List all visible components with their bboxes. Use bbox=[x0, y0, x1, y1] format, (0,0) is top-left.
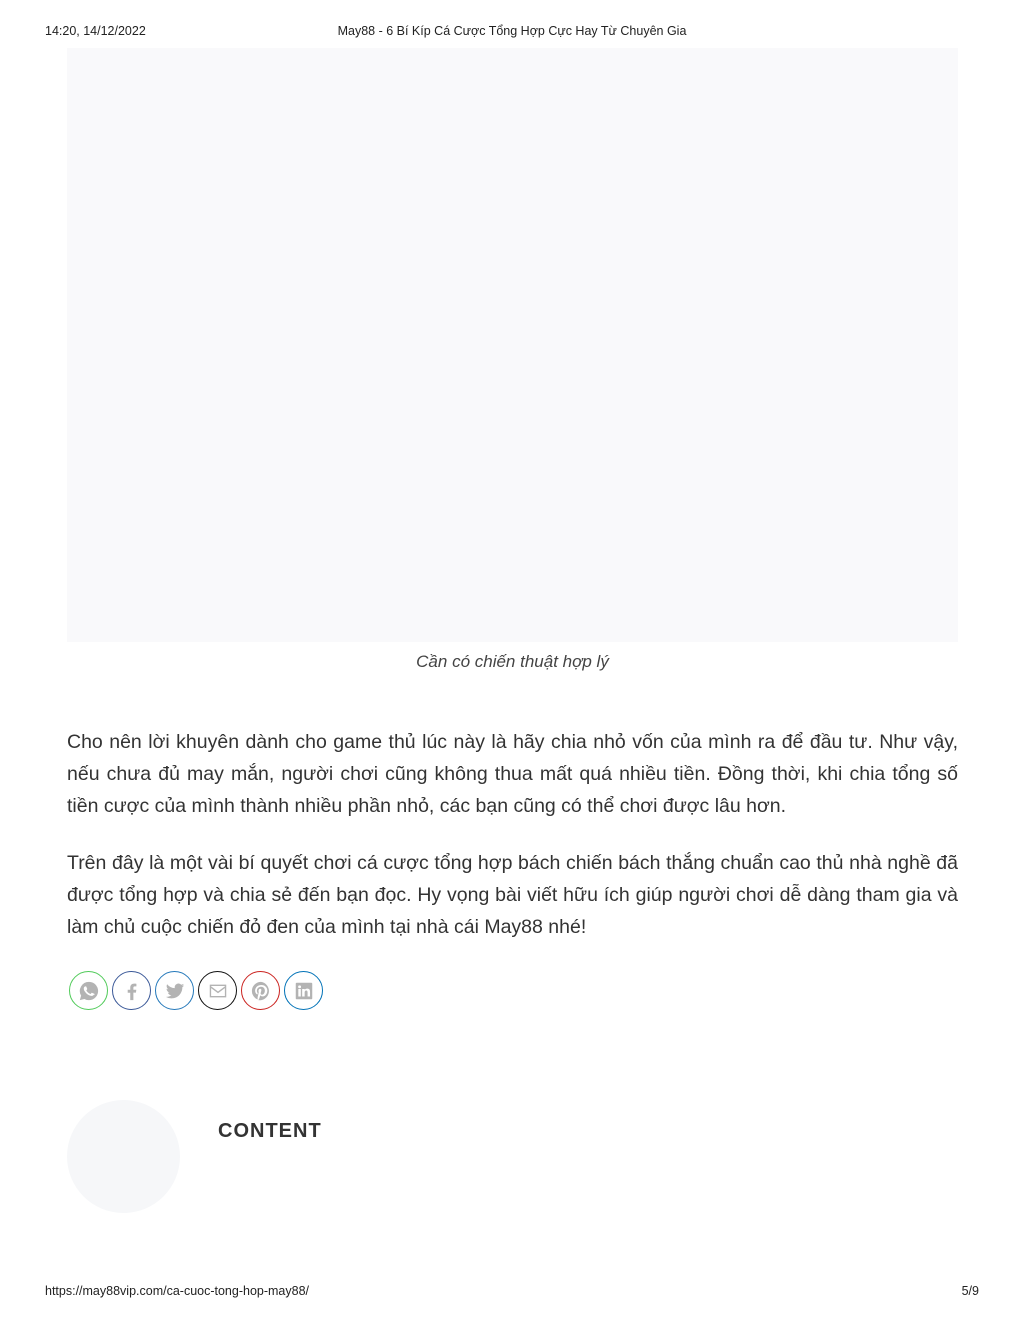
author-avatar bbox=[67, 1100, 180, 1213]
author-box-heading: CONTENT bbox=[218, 1120, 322, 1142]
share-facebook-button[interactable] bbox=[112, 971, 151, 1010]
print-header bbox=[0, 24, 1024, 40]
linkedin-icon bbox=[293, 980, 315, 1002]
share-buttons bbox=[69, 971, 323, 1010]
facebook-icon bbox=[121, 980, 143, 1002]
article-paragraph: Trên đây là một vài bí quyết chơi cá cược tổng hợp bách chiến bách thắng chuẩn cao thủ nhà nghề đã được tổng hợp và chia sẻ đến bạn đọc. Hy vọng bài viết hữu ích giúp người chơi dễ dàng tham gia và làm chủ cuộc chiến đỏ đen của mình tại nhà cái May88 nhé! bbox=[67, 852, 958, 938]
email-icon bbox=[207, 980, 229, 1002]
pinterest-icon bbox=[250, 980, 272, 1002]
print-footer bbox=[0, 1284, 1024, 1300]
twitter-icon bbox=[164, 980, 186, 1002]
print-url: https://may88vip.com/ca-cuoc-tong-hop-may88/ bbox=[45, 1284, 310, 1298]
share-linkedin-button[interactable] bbox=[284, 971, 323, 1010]
print-page-title: May88 - 6 Bí Kíp Cá Cược Tổng Hợp Cực Hay Từ Chuyên Gia bbox=[337, 24, 687, 38]
article-image bbox=[67, 48, 958, 642]
image-caption: Cần có chiến thuật hợp lý bbox=[416, 652, 609, 671]
print-page-number: 5/9 bbox=[961, 1284, 979, 1298]
share-twitter-button[interactable] bbox=[155, 971, 194, 1010]
share-pinterest-button[interactable] bbox=[241, 971, 280, 1010]
share-email-button[interactable] bbox=[198, 971, 237, 1010]
print-datetime: 14:20, 14/12/2022 bbox=[45, 24, 146, 38]
article-paragraph: Cho nên lời khuyên dành cho game thủ lúc này là hãy chia nhỏ vốn của mình ra để đầu tư. Như vậy, nếu chưa đủ may mắn, người chơi cũng không thua mất quá nhiều tiền. Đồng thời, khi chia tổng số tiền cược của mình thành nhiều phần nhỏ, các bạn cũng có thể chơi được lâu hơn. bbox=[67, 731, 958, 817]
share-whatsapp-button[interactable] bbox=[69, 971, 108, 1010]
whatsapp-icon bbox=[78, 980, 100, 1002]
